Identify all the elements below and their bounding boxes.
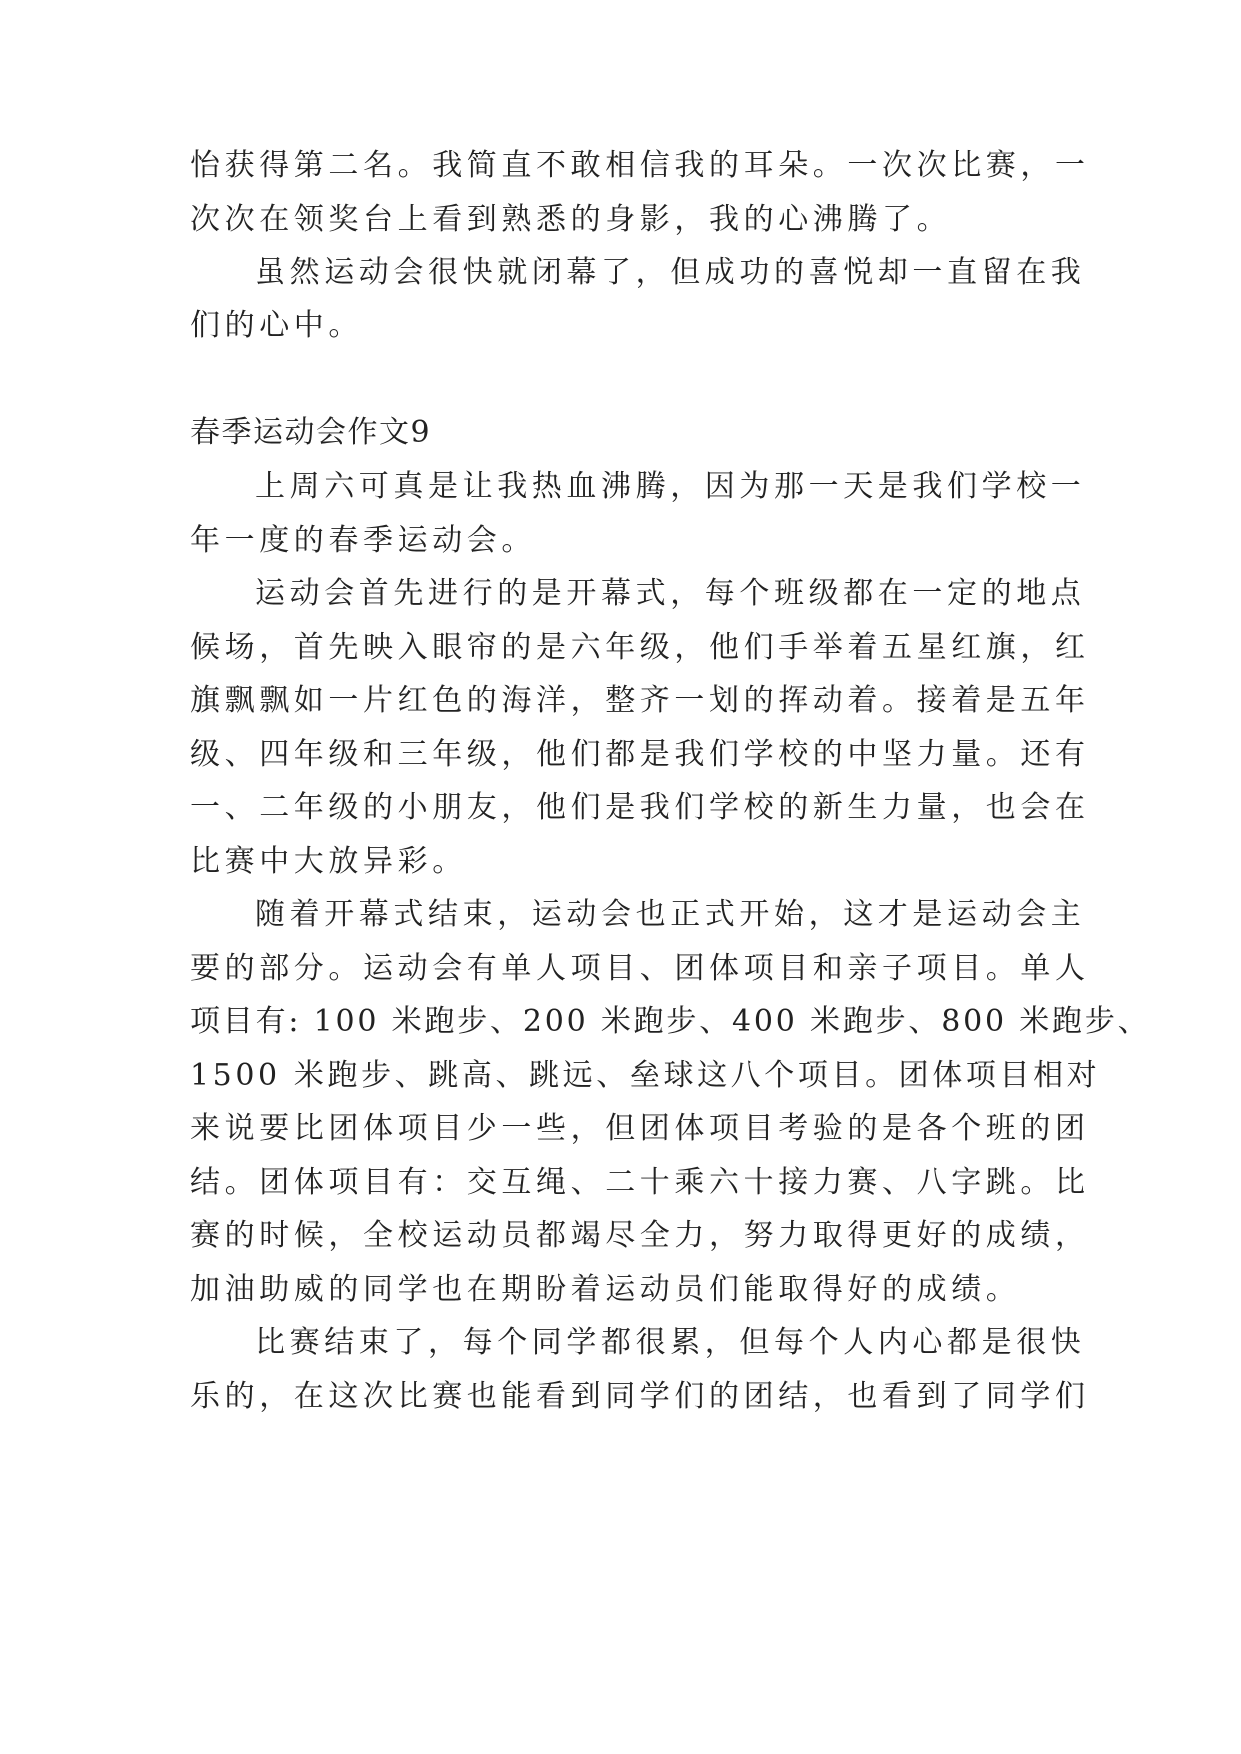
section-title: 春季运动会作文9 [190, 415, 432, 450]
text-line: 年一度的春季运动会。 [190, 523, 536, 558]
text-line: 赛的时候，全校运动员都竭尽全力，努力取得更好的成绩， [190, 1218, 1090, 1253]
text-line: 旗飘飘如一片红色的海洋，整齐一划的挥动着。接着是五年 [190, 683, 1090, 718]
text-line: 虽然运动会很快就闭幕了，但成功的喜悦却一直留在我 [255, 255, 1086, 290]
text-line: 乐的，在这次比赛也能看到同学们的团结，也看到了同学们 [190, 1379, 1090, 1414]
text-line: 来说要比团体项目少一些，但团体项目考验的是各个班的团 [190, 1111, 1090, 1146]
text-line: 上周六可真是让我热血沸腾，因为那一天是我们学校一 [255, 469, 1086, 504]
text-line: 次次在领奖台上看到熟悉的身影，我的心沸腾了。 [190, 202, 952, 237]
text-line: 候场，首先映入眼帘的是六年级，他们手举着五星红旗，红 [190, 630, 1090, 665]
text-line: 运动会首先进行的是开幕式，每个班级都在一定的地点 [255, 576, 1086, 611]
text-line: 比赛中大放异彩。 [190, 844, 467, 879]
text-line: 结。团体项目有：交互绳、二十乘六十接力赛、八字跳。比 [190, 1165, 1090, 1200]
text-line: 级、四年级和三年级，他们都是我们学校的中坚力量。还有 [190, 737, 1090, 772]
text-line: 1500 米跑步、跳高、跳远、垒球这八个项目。团体项目相对 [190, 1058, 1101, 1093]
text-line: 一、二年级的小朋友，他们是我们学校的新生力量，也会在 [190, 790, 1090, 825]
text-line: 要的部分。运动会有单人项目、团体项目和亲子项目。单人 [190, 951, 1090, 986]
text-line: 怡获得第二名。我简直不敢相信我的耳朵。一次次比赛，一 [190, 148, 1090, 183]
text-line: 加油助威的同学也在期盼着运动员们能取得好的成绩。 [190, 1272, 1021, 1307]
text-line: 项目有: 100 米跑步、200 米跑步、400 米跑步、800 米跑步、 [190, 1004, 1151, 1039]
text-line: 们的心中。 [190, 308, 363, 343]
text-line: 比赛结束了，每个同学都很累，但每个人内心都是很快 [255, 1325, 1086, 1360]
text-line: 随着开幕式结束，运动会也正式开始，这才是运动会主 [255, 897, 1086, 932]
